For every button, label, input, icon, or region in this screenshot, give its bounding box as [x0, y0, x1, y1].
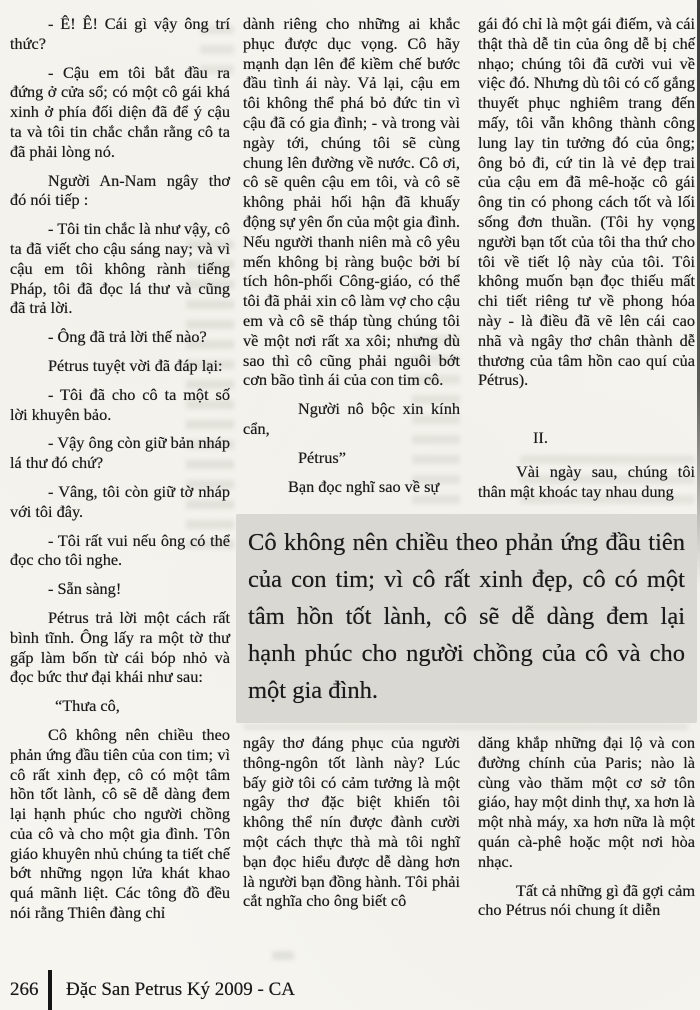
page-number: 266: [10, 979, 39, 1000]
dialogue-line: - Vâng, tôi còn giữ tờ nháp với tôi đây.: [10, 481, 230, 521]
dialogue-line: - Tôi đã cho cô ta một số lời khuyên bảo.: [10, 384, 230, 424]
dialogue-line: - Sẵn sàng!: [48, 579, 122, 599]
letter-body: dành riêng cho những ai khắc phục được dục vọng. Cô hãy mạnh dạn lên để kiềm chế bước đầu tình ái này. Vả lại, cậu em tôi không thể phá bỏ đức tin vì cậu đã có gia đình; - và trong vài ngày tới, chúng tôi sẽ cùng chung lên đường về nước. Cô ơi, cô sẽ quên cậu em tôi, và cô sẽ không phải hối hận đã khuấy động sự yên ổn của một gia đình. Nếu người thanh niên mà cô yêu mến không bị ràng buộc bởi bí tích hôn-phối Công-giáo, có thể tôi đã phải xin cô làm vợ cho cậu em và cô sẽ tháp tùng chúng tôi về một nơi rất xa xôi; nhưng dù sao thì cô cũng phải nguôi bớt cơn bão tình ái của con tim cô.: [243, 14, 460, 390]
footer-divider: [48, 970, 52, 1010]
journal-title: Đặc San Petrus Ký 2009 - CA: [66, 979, 296, 1000]
narration: Vài ngày sau, chúng tôi thân mật khoác tay nhau dung: [478, 461, 695, 501]
pull-quote: Cô không nên chiều theo phản ứng đầu tiên của con tim; vì cô rất xinh đẹp, cô có một tâm hồn tốt lành, cô sẽ dễ dàng đem lại hạnh phúc cho người chồng của cô và cho một gia đình.: [236, 514, 697, 723]
narration: gái đó chỉ là một gái điếm, và cái thật thà dễ tin của ông dễ bị chế nhạo; chúng tôi đã cười vui về việc đó. Nhưng dù tôi có cố gắng thuyết phục nghiêm trang đến mấy, tôi vẫn không thành công lung lay tin tưởng đó của ông; ông bỏ đi, cứ tin là vẻ đẹp trai của cậu em đã mê-hoặc cô gái ông tin có phong cách tốt và lối sống đơn thuần. (Tôi hy vọng người bạn tốt của tôi tha thứ cho tôi về tiết lộ này của tôi. Tôi không muốn bạn đọc thiếu mất chi tiết riêng tư về phong hóa này - là điều đã vẽ lên cái cao nhã và ngây thơ chân thành dễ thương của tâm hồn cao quí của Pétrus).: [478, 14, 695, 390]
dialogue-line: - Vậy ông còn giữ bản nháp lá thư đó chứ?: [10, 433, 230, 473]
column-middle-top: [243, 14, 460, 505]
dialogue-line: - Ê! Ê! Cái gì vậy ông trí thức?: [10, 14, 230, 53]
column-middle-bottom: [243, 733, 460, 920]
narration: Người An-Nam ngây thơ đó nói tiếp :: [10, 170, 230, 210]
section-number: II.: [533, 428, 548, 448]
narration: Pétrus trả lời một cách rất bình tĩnh. Ông lấy ra một tờ thư gấp làm bốn từ cái bóp nhỏ và đọc bức thư đại khái như sau:: [10, 607, 230, 687]
column-left: [10, 14, 230, 932]
letter-salutation: “Thưa cô,: [55, 696, 120, 716]
dialogue-line: - Ông đã trả lời thế nào?: [48, 327, 207, 347]
narration: Pétrus tuyệt vời đã đáp lại:: [48, 355, 223, 375]
narration: ngây thơ đáng phục của người thông-ngôn tốt lành này? Lúc bấy giờ tôi có cảm tưởng là một ngây thơ đặc biệt khiến tôi không thể nín được đành cười một cách thực thà mà tôi nghĩ bạn đọc hiểu được dễ dàng hơn là người bạn đồng hành. Tôi phải cắt nghĩa cho ông biết cô: [243, 733, 460, 911]
narration: dăng khắp những đại lộ và con đường chính của Paris; nào là cùng vào thăm một cơ sở tôn giáo, hay một dinh thự, xa hơn là một nhà máy, xa hơn nữa là một quán cà-phê hoặc một nơi hòa nhạc.: [478, 733, 695, 871]
page-footer: [10, 970, 295, 1010]
letter-signature: Pétrus”: [298, 447, 346, 467]
dialogue-line: - Tôi rất vui nếu ông có thể đọc cho tôi nghe.: [10, 530, 230, 570]
narration: Tất cả những gì đã gợi cảm cho Pétrus nói chung ít diễn: [478, 880, 695, 920]
letter-closing: Người nô bộc xin kính cẩn,: [243, 399, 460, 438]
column-right-bottom: [478, 733, 695, 929]
letter-body: Cô không nên chiều theo phản ứng đầu tiên của con tim; vì cô rất xinh đẹp, cô có một tâm hồn tốt lành, cô sẽ dễ dàng đem lại hạnh phúc cho người chồng của cô và cho một gia đình. Tôn giáo khuyên nhủ chúng ta tiết chế bớt những ngọn lửa khát khao quá mãnh liệt. Các tông đồ đều nói rằng Thiên đàng chỉ: [10, 724, 230, 923]
bleed-through: [272, 951, 294, 961]
dialogue-line: - Cậu em tôi bắt đầu ra đứng ở cửa sổ; có một cô gái khá xinh ở phía đối diện đã để ý cậu ta và tôi tin chắc chắn rằng cô ta đã phải lòng nó.: [10, 62, 230, 161]
column-right-top: [478, 14, 695, 511]
dialogue-line: - Tôi tin chắc là như vậy, cô ta đã viết cho cậu sáng nay; và vì cậu em tôi không rành tiếng Pháp, tôi đã đọc lá thư và cũng đã trả lời.: [10, 219, 230, 318]
narration: Bạn đọc nghĩ sao về sự: [288, 476, 440, 496]
